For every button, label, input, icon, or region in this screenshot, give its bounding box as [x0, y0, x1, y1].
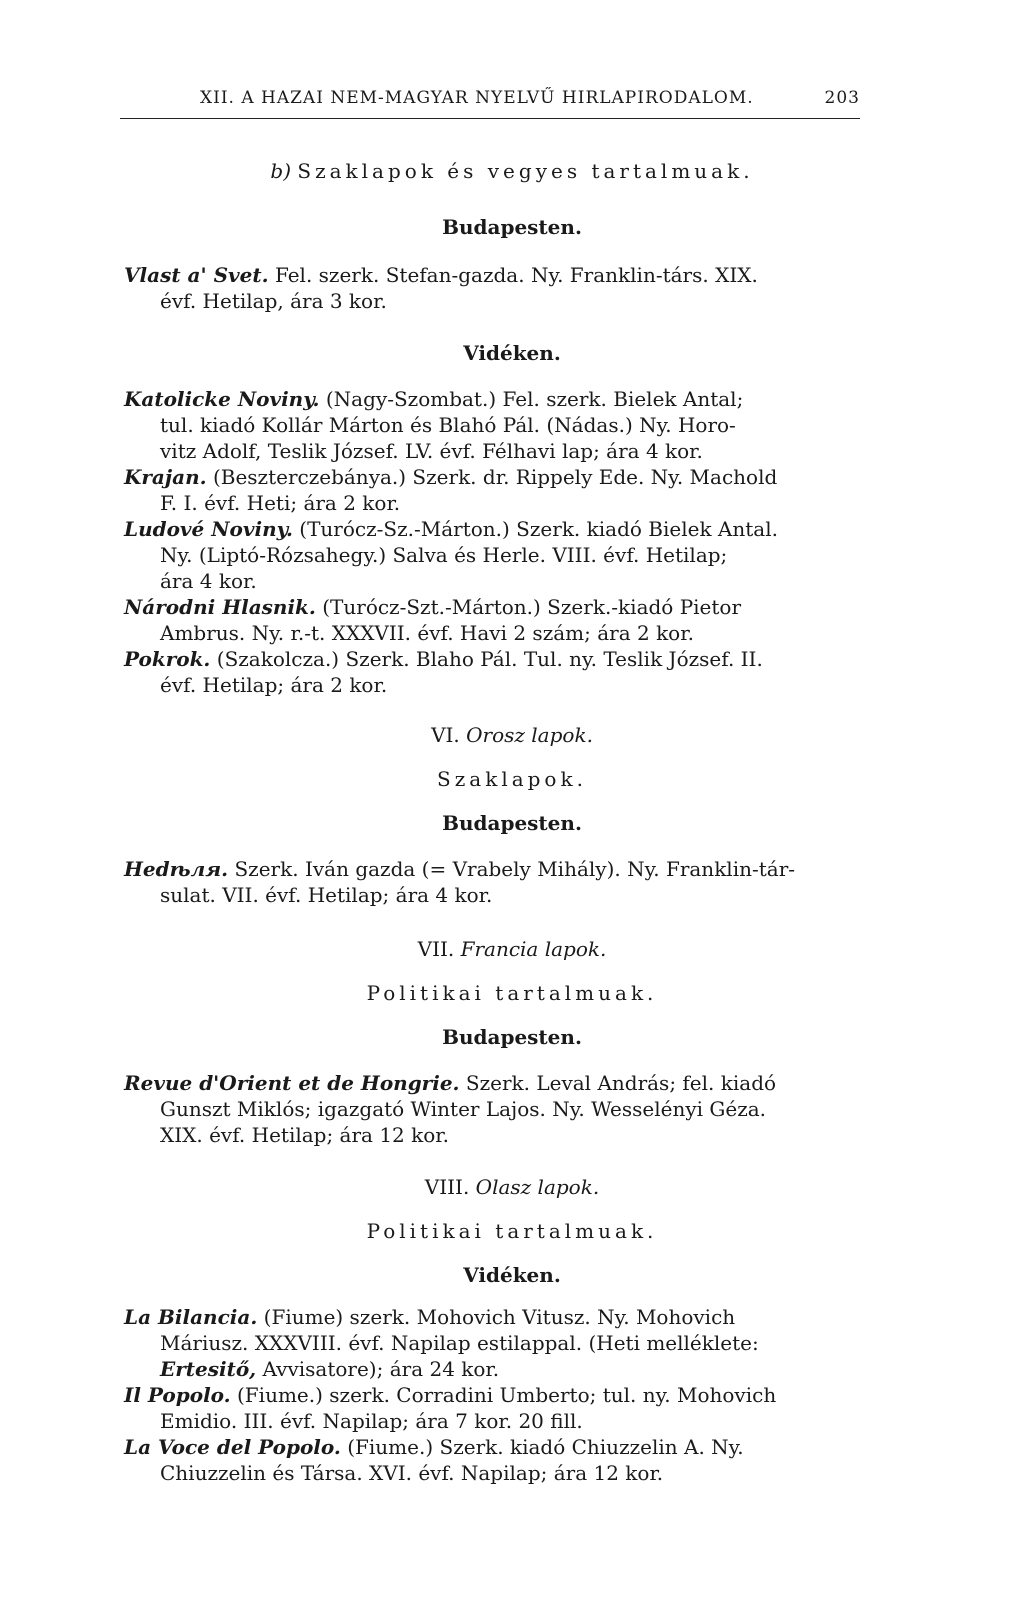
- entry-title: Národni Hlasnik.: [124, 595, 316, 619]
- section-b-label: b): [270, 159, 292, 183]
- place-heading-videken-1: Vidéken.: [463, 341, 561, 365]
- section-vi-heading: [0, 722, 1024, 748]
- entry-title: Pokrok.: [124, 647, 211, 671]
- running-head: [200, 88, 860, 108]
- entry-la-voce-del-popolo: La Voce del Popolo. (Fiume.) Szerk. kiadó Chiuzzelin A. Ny. Chiuzzelin és Társa. XVI. évf. Napilap; ára 12 kor.: [124, 1435, 744, 1485]
- entry-title: La Voce del Popolo.: [124, 1435, 341, 1459]
- place-heading-budapest-3: Budapesten.: [442, 1025, 582, 1049]
- entry-title: Krajan.: [124, 465, 207, 489]
- place-heading-videken-2: Vidéken.: [463, 1263, 561, 1287]
- entry-title: Ludové Noviny.: [124, 517, 293, 541]
- section-vii-heading: [0, 936, 1024, 962]
- section-viii-heading: [0, 1174, 1024, 1200]
- section-viii-name: Olasz lapok.: [475, 1175, 600, 1199]
- entry-title: Revue d'Orient et de Hongrie.: [124, 1071, 460, 1095]
- page-number: 203: [824, 88, 860, 108]
- section-vi-number: VI.: [431, 723, 460, 747]
- section-b-heading: [0, 158, 1024, 184]
- entry-krajan: Krajan. (Beszterczebánya.) Szerk. dr. Rippely Ede. Ny. Machold F. I. évf. Heti; ára 2 kor.: [124, 465, 778, 515]
- entry-nedelja: Неdѣля. Szerk. Iván gazda (= Vrabely Mihály). Ny. Franklin-tár- sulat. VII. évf. Hetilap; ára 4 kor.: [124, 857, 796, 907]
- entry-pokrok: Pokrok. (Szakolcza.) Szerk. Blaho Pál. Tul. ny. Teslik József. II. évf. Hetilap; ára 2 kor.: [124, 647, 763, 697]
- subsection-politikai-1: Politikai tartalmuak.: [366, 981, 658, 1005]
- entry-title: La Bilancia.: [124, 1305, 258, 1329]
- section-vii-number: VII.: [417, 937, 455, 961]
- entry-title: Неdѣля.: [124, 857, 229, 881]
- entry-katolicke-noviny: Katolicke Noviny. (Nagy-Szombat.) Fel. szerk. Bielek Antal; tul. kiadó Kollár Márton és Blahó Pál. (Nádas.) Ny. Horo- vitz Adolf, Teslik József. LV. évf. Félhavi lap; ára 4 kor.: [124, 387, 744, 463]
- section-vii-name: Francia lapok.: [460, 937, 607, 961]
- place-heading-budapest-2: Budapesten.: [442, 811, 582, 835]
- section-b-title: Szaklapok és vegyes tartalmuak.: [297, 159, 754, 183]
- entry-revue-dorient: Revue d'Orient et de Hongrie. Szerk. Leval András; fel. kiadó Gunszt Miklós; igazgató Winter Lajos. Ny. Wesselényi Géza. XIX. évf. Hetilap; ára 12 kor.: [124, 1071, 777, 1147]
- entry-vlast-a-svet: Vlast a' Svet. Fel. szerk. Stefan-gazda. Ny. Franklin-társ. XIX. évf. Hetilap, ára 3 kor.: [124, 263, 758, 313]
- entry-la-bilancia: La Bilancia. (Fiume) szerk. Mohovich Vitusz. Ny. Mohovich Máriusz. XXXVIII. évf. Napilap estilappal. (Heti melléklete: Ertesitő, Avvisatore); ára 24 kor.: [124, 1305, 759, 1381]
- section-viii-number: VIII.: [424, 1175, 470, 1199]
- running-head-title: XII. A HAZAI NEM-MAGYAR NYELVŰ HIRLAPIRODALOM.: [200, 88, 754, 108]
- entry-il-popolo: Il Popolo. (Fiume.) szerk. Corradini Umberto; tul. ny. Mohovich Emidio. III. évf. Napilap; ára 7 kor. 20 fill.: [124, 1383, 777, 1433]
- entry-title: Vlast a' Svet.: [124, 263, 269, 287]
- entry-narodni-hlasnik: Národni Hlasnik. (Turócz-Szt.-Márton.) Szerk.-kiadó Pietor Ambrus. Ny. r.-t. XXXVII. évf. Havi 2 szám; ára 2 kor.: [124, 595, 742, 645]
- subsection-politikai-2: Politikai tartalmuak.: [366, 1219, 658, 1243]
- entry-title: Il Popolo.: [124, 1383, 231, 1407]
- entry-title: Katolicke Noviny.: [124, 387, 320, 411]
- subsection-szaklapok: Szaklapok.: [437, 767, 587, 791]
- header-rule: [120, 118, 860, 119]
- place-heading-budapest-1: Budapesten.: [442, 215, 582, 239]
- section-vi-name: Orosz lapok.: [466, 723, 593, 747]
- supplement-title: Ertesitő,: [160, 1357, 257, 1381]
- entry-ludove-noviny: Ludové Noviny. (Turócz-Sz.-Márton.) Szerk. kiadó Bielek Antal. Ny. (Liptó-Rózsahegy.) Salva és Herle. VIII. évf. Hetilap; ára 4 kor.: [124, 517, 778, 593]
